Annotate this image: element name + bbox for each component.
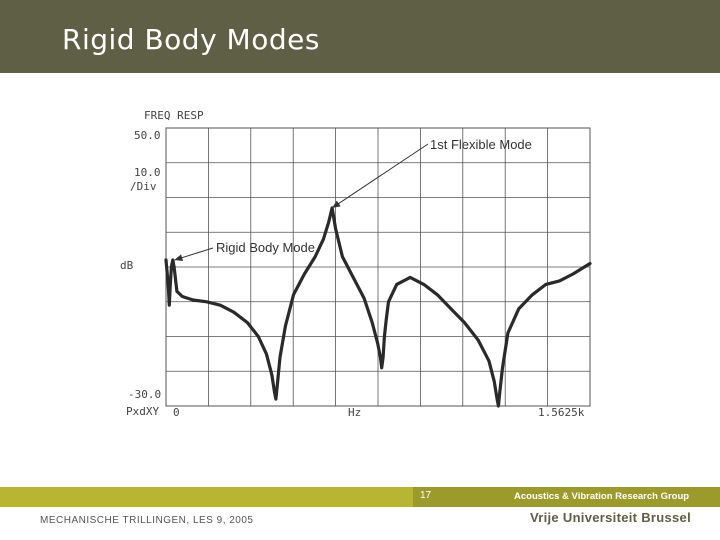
first-flexible-mode-label: 1st Flexible Mode xyxy=(430,137,532,152)
x-left-axis-label: PxdXY xyxy=(126,405,160,418)
rigid-body-mode-label: Rigid Body Mode xyxy=(216,240,315,255)
x-unit-label: Hz xyxy=(348,406,362,419)
first-flexible-mode-arrowhead xyxy=(332,201,341,208)
y-bottom-label: -30.0 xyxy=(128,388,162,401)
research-group-name: Acoustics & Vibration Research Group xyxy=(514,491,690,502)
grid-lines xyxy=(166,128,590,406)
footer-band-left xyxy=(0,487,413,507)
y-scale-unit: /Div xyxy=(130,180,157,193)
frequency-response-chart xyxy=(110,102,600,432)
title-bar xyxy=(0,0,720,73)
chart-canvas xyxy=(110,102,600,432)
page-number: 17 xyxy=(420,490,432,501)
y-top-label: 50.0 xyxy=(134,129,161,142)
header-label: FREQ RESP xyxy=(144,109,204,122)
university-name: Vrije Universiteit Brussel xyxy=(530,510,691,525)
x-right-tick-label: 1.5625k xyxy=(538,406,585,419)
first-flexible-mode-arrow xyxy=(332,144,428,208)
y-axis-label: dB xyxy=(120,259,134,272)
course-footer: MECHANISCHE TRILLINGEN, LES 9, 2005 xyxy=(40,515,254,526)
slide-title: Rigid Body Modes xyxy=(62,23,320,56)
rigid-body-mode-arrowhead xyxy=(174,254,183,261)
x-left-tick-label: 0 xyxy=(173,406,180,419)
y-scale-label: 10.0 xyxy=(134,166,161,179)
